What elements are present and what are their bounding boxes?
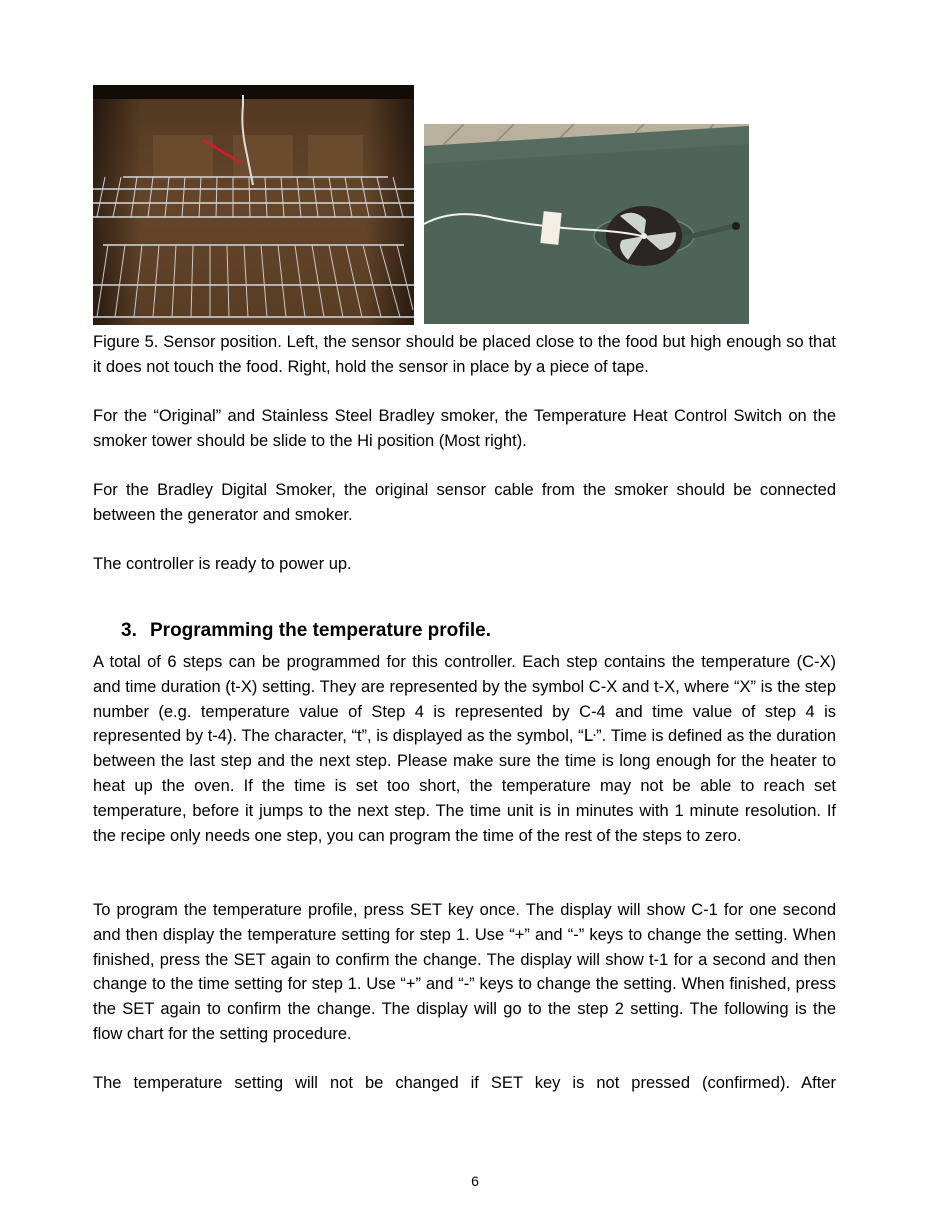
paragraph-ready: The controller is ready to power up. <box>93 555 352 573</box>
paragraph-intro: A total of 6 steps can be programmed for this controller. Each step contains the temperature (C-X) and time duration (t-X) setting. They are represented by the symbol C-X and t-X, where “X” is the step number (e.g. temperature value of Step 4 is represented by C-4 and time value of step 4 is represented by t-4). The character, “t”, is displayed as the symbol, “ᒷ”. Time is defined as the duration between the last step and the next step. Please make sure the time is long enough for the heater to heat up the oven. If the time is set too short, the temperature may not be able to reach set temperature, before it jumps to the next step. The time unit is in minutes with 1 minute resolution. If the recipe only needs one step, you can program the time of the rest of the steps to zero. <box>93 653 836 845</box>
paragraph-program-instructions: To program the temperature profile, press SET key once. The display will show C-1 for one second and then display the temperature setting for step 1. Use “+” and “-” keys to change the setting. When finished, press the SET again to confirm the change. The display will show t-1 for a second and then change to the time setting for step 1. Use “+” and “-” keys to change the setting. When finished, press the SET again to confirm the change. The display will go to the step 2 setting. The following is the flow chart for the setting procedure. <box>93 901 836 1043</box>
paragraph-confirm-note: The temperature setting will not be changed if SET key is not pressed (confirmed). After <box>93 1074 836 1092</box>
smoker-top-image <box>424 124 749 324</box>
smoker-top-photo <box>424 124 749 324</box>
paragraph-digital-smoker: For the Bradley Digital Smoker, the original sensor cable from the smoker should be connected between the generator and smoker. <box>93 481 836 524</box>
section-heading <box>121 620 491 642</box>
paragraph-original-smoker: For the “Original” and Stainless Steel Bradley smoker, the Temperature Heat Control Switch on the smoker tower should be slide to the Hi position (Most right). <box>93 407 836 450</box>
smoker-interior-photo <box>93 85 414 325</box>
figure-caption: Figure 5. Sensor position. Left, the sensor should be placed close to the food but high enough so that it does not touch the food. Right, hold the sensor in place by a piece of tape. <box>93 333 836 376</box>
section-number: 3. <box>121 620 137 641</box>
page-number: 6 <box>471 1173 479 1189</box>
smoker-interior-image <box>93 85 414 325</box>
section-title: Programming the temperature profile. <box>150 620 492 641</box>
